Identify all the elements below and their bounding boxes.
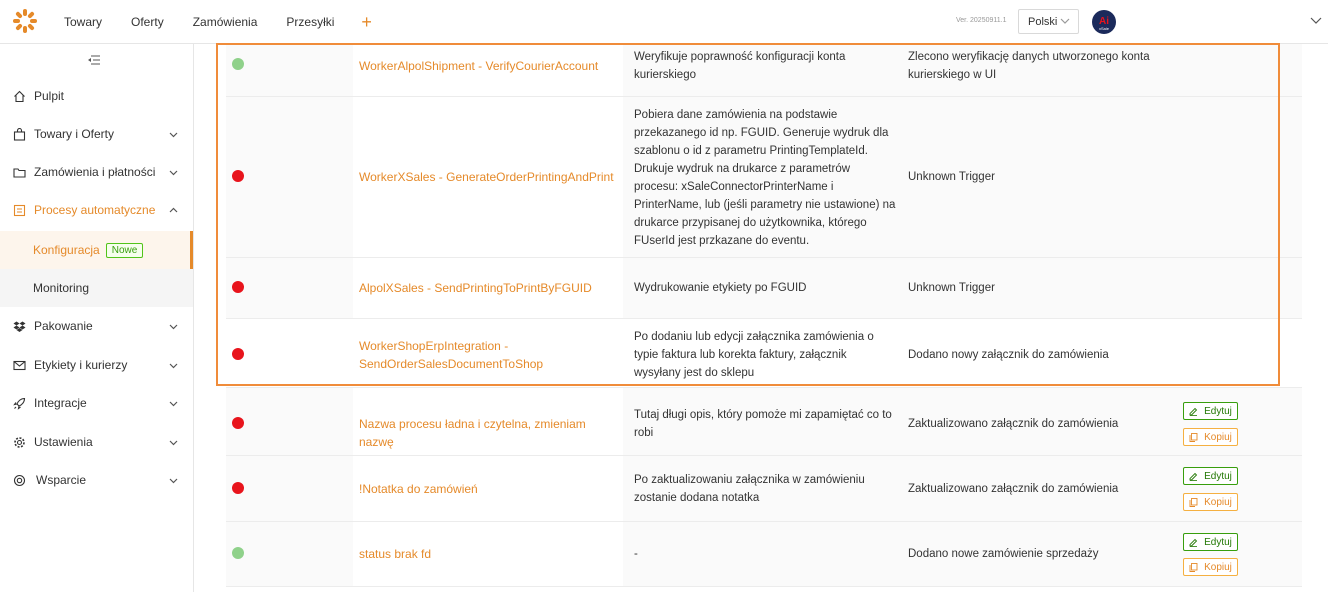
language-select[interactable] <box>1018 9 1079 34</box>
nav-zamowienia[interactable]: Zamówienia <box>192 15 258 29</box>
new-badge: Nowe <box>106 243 144 258</box>
process-name-link[interactable]: !Notatka do zamówień <box>359 482 478 496</box>
table-row <box>226 388 1302 456</box>
process-description: - <box>634 548 638 560</box>
bag-icon <box>13 128 26 141</box>
nav-oferty[interactable]: Oferty <box>131 15 164 29</box>
nav-przesylki[interactable]: Przesyłki <box>286 15 335 29</box>
sidebar <box>0 44 194 592</box>
svg-text:Ai: Ai <box>1099 16 1109 27</box>
status-dot-inactive <box>232 281 244 293</box>
status-dot-inactive <box>232 482 244 494</box>
edit-button-label: Edytuj <box>1204 405 1232 417</box>
sidebar-item-pakowanie[interactable] <box>0 307 193 345</box>
edit-button[interactable] <box>1183 402 1238 420</box>
menu-collapse-icon[interactable] <box>87 54 101 66</box>
process-name-link[interactable]: AlpolXSales - SendPrintingToPrintByFGUID <box>359 281 592 295</box>
sidebar-item-label: Integracje <box>34 396 87 410</box>
chevron-up-icon <box>169 206 178 215</box>
sidebar-item-zamowienia[interactable] <box>0 153 193 191</box>
process-description: Po zaktualizowaniu załącznika w zamówieniu zostanie dodana notatka <box>634 474 865 504</box>
copy-button-label: Kopiuj <box>1204 561 1232 573</box>
language-value: Polski <box>1028 15 1058 28</box>
process-trigger: Dodano nowy załącznik do zamówienia <box>908 349 1109 361</box>
table-row <box>226 522 1302 587</box>
copy-button[interactable] <box>1183 558 1238 576</box>
copy-button[interactable] <box>1183 493 1238 511</box>
chevron-down-icon <box>169 130 178 139</box>
sidebar-subitem-monitoring[interactable] <box>0 269 193 307</box>
process-description: Pobiera dane zamówienia na podstawie przekazanego id np. FGUID. Generuje wydruk dla szablonu o id z parametru PrintingTemplateId. Drukuje wydruk na drukarce z parametrów procesu: xSaleConnectorPrinterName i PrinterName, lub (jeśli parametry nie ustawione) na drukarce przypisanej do użytkownika, którego FUserId jest przkazane do eventu. <box>634 109 896 247</box>
process-trigger: Unknown Trigger <box>908 282 995 294</box>
sidebar-item-procesy[interactable] <box>0 191 193 229</box>
copy-icon <box>1189 433 1198 442</box>
table-row <box>226 97 1302 258</box>
process-name-link[interactable]: WorkerShopErpIntegration - SendOrderSalesDocumentToShop <box>359 339 544 371</box>
avatar-icon[interactable] <box>1092 10 1116 34</box>
process-trigger: Zaktualizowano załącznik do zamówienia <box>908 483 1119 495</box>
chevron-down-icon <box>169 399 178 408</box>
sidebar-item-pulpit[interactable] <box>0 77 193 115</box>
edit-button-label: Edytuj <box>1204 470 1232 482</box>
copy-button[interactable] <box>1183 428 1238 446</box>
sidebar-item-label: Ustawienia <box>34 435 93 449</box>
edit-icon <box>1189 407 1198 416</box>
edit-button-label: Edytuj <box>1204 536 1232 548</box>
sidebar-item-label: Wsparcie <box>36 473 87 487</box>
table-row <box>226 44 1302 97</box>
status-dot-active <box>232 547 244 559</box>
process-description: Po dodaniu lub edycji załącznika zamówienia o typie faktura lub korekta faktury, załącznik wysyłany jest do sklepu <box>634 331 874 379</box>
sidebar-item-towary[interactable] <box>0 115 193 153</box>
folder-icon <box>13 166 26 179</box>
copy-button-label: Kopiuj <box>1204 496 1232 508</box>
process-name-link[interactable]: WorkerAlpolShipment - VerifyCourierAccount <box>359 59 599 73</box>
status-dot-active <box>232 58 244 70</box>
sidebar-item-label: Konfiguracja <box>33 243 100 257</box>
logo-icon[interactable] <box>12 8 38 34</box>
edit-button[interactable] <box>1183 467 1238 485</box>
chevron-down-icon <box>1060 16 1070 26</box>
copy-button-label: Kopiuj <box>1204 431 1232 443</box>
process-description: Wydrukowanie etykiety po FGUID <box>634 282 807 294</box>
status-dot-inactive <box>232 417 244 429</box>
svg-text:xSale: xSale <box>1098 26 1110 31</box>
sidebar-item-label: Towary i Oferty <box>34 127 115 141</box>
process-trigger: Zaktualizowano załącznik do zamówienia <box>908 418 1119 430</box>
process-icon <box>13 204 26 217</box>
home-icon <box>13 90 26 103</box>
chevron-down-icon <box>169 168 178 177</box>
sidebar-item-integracje[interactable] <box>0 384 193 422</box>
copy-icon <box>1189 498 1198 507</box>
dropbox-icon <box>13 320 26 333</box>
status-dot-inactive <box>232 348 244 360</box>
table-row <box>226 258 1302 319</box>
table-row <box>226 456 1302 522</box>
sidebar-item-label: Procesy automatyczne <box>34 203 156 217</box>
rocket-icon <box>13 397 26 410</box>
copy-icon <box>1189 563 1198 572</box>
sidebar-item-etykiety[interactable] <box>0 346 193 384</box>
nav-towary[interactable]: Towary <box>64 15 103 29</box>
sidebar-item-ustawienia[interactable] <box>0 423 193 461</box>
edit-icon <box>1189 538 1198 547</box>
sidebar-item-label: Monitoring <box>33 281 90 295</box>
main-nav <box>64 0 372 44</box>
chevron-down-icon <box>169 361 178 370</box>
sidebar-item-label: Etykiety i kurierzy <box>34 358 128 372</box>
edit-button[interactable] <box>1183 533 1238 551</box>
gear-icon <box>13 436 26 449</box>
top-bar <box>0 0 1328 44</box>
process-name-link[interactable]: Nazwa procesu ładna i czytelna, zmieniam nazwę <box>359 417 586 449</box>
edit-icon <box>1189 472 1198 481</box>
support-icon <box>13 474 26 487</box>
process-description: Tutaj długi opis, który pomoże mi zapamiętać co to robi <box>634 409 892 439</box>
table-row <box>226 319 1302 388</box>
sidebar-subitem-konfiguracja[interactable] <box>0 231 193 269</box>
process-name-link[interactable]: status brak fd <box>359 547 432 561</box>
process-description: Weryfikuje poprawność konfiguracji konta kurierskiego <box>634 51 846 81</box>
chevron-down-icon <box>169 322 178 331</box>
version-label: Ver. 20250911.1 <box>956 17 1007 24</box>
sidebar-item-label: Pakowanie <box>34 319 93 333</box>
add-icon[interactable]: + <box>361 12 372 32</box>
process-name-link[interactable]: WorkerXSales - GenerateOrderPrintingAndPrint <box>359 170 614 184</box>
process-trigger: Unknown Trigger <box>908 171 995 183</box>
sidebar-item-label: Zamówienia i płatności <box>34 165 156 179</box>
process-trigger: Dodano nowe zamówienie sprzedaży <box>908 548 1099 560</box>
mail-icon <box>13 359 26 372</box>
process-trigger: Zlecono weryfikację danych utworzonego konta kurierskiego w UI <box>908 51 1150 81</box>
process-table <box>194 44 1328 592</box>
chevron-down-icon[interactable] <box>1310 14 1322 26</box>
sidebar-item-wsparcie[interactable] <box>0 461 193 499</box>
chevron-down-icon <box>169 476 178 485</box>
status-dot-inactive <box>232 170 244 182</box>
chevron-down-icon <box>169 438 178 447</box>
sidebar-item-label: Pulpit <box>34 89 65 103</box>
